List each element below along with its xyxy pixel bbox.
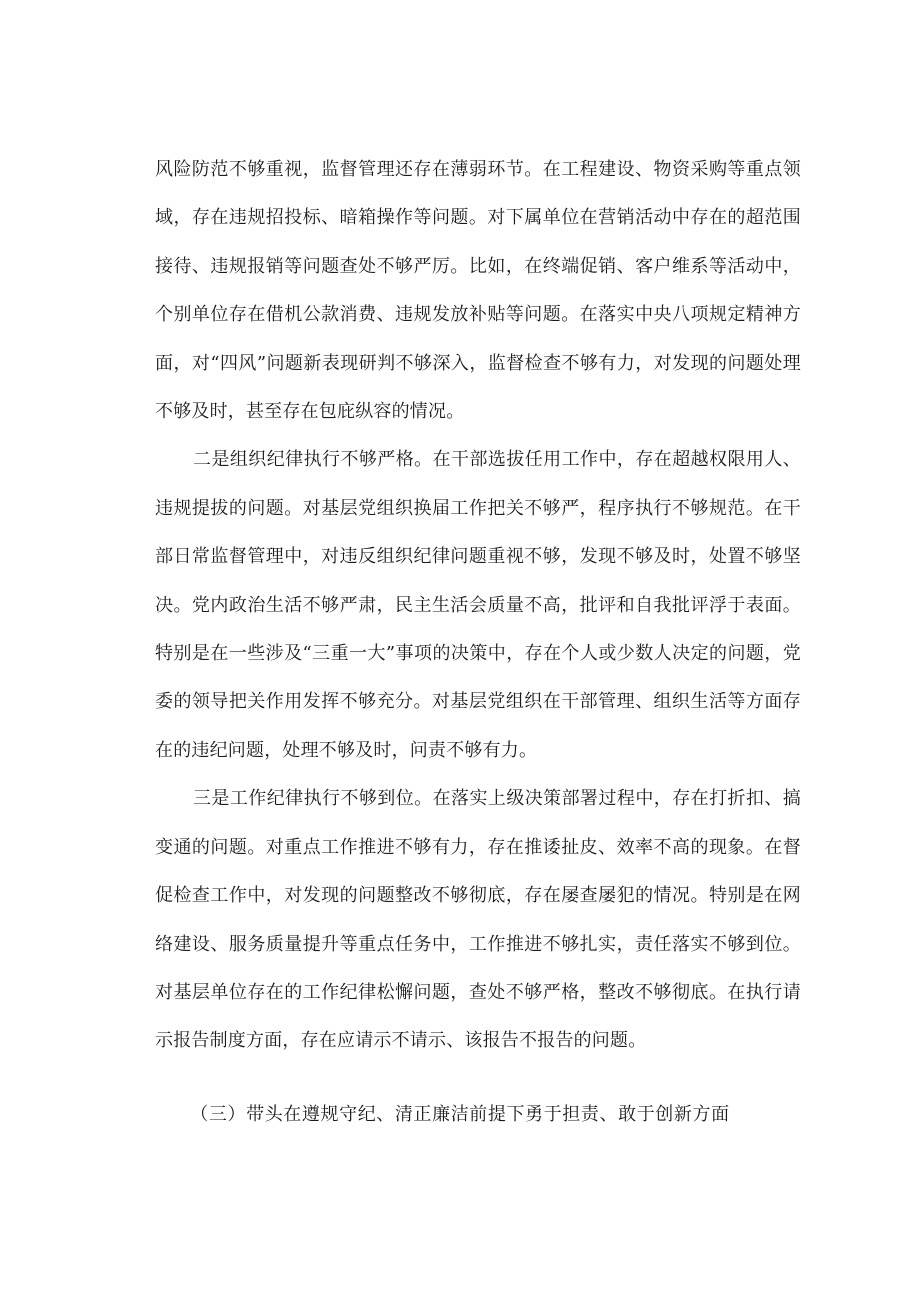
paragraph-continued: 风险防范不够重视，监督管理还存在薄弱环节。在工程建设、物资采购等重点领域，存在违规招投标、暗箱操作等问题。对下属单位在营销活动中存在的超范围接待、违规报销等问题查处不够严厉。比如，在终端促销、客户维系等活动中，个别单位存在借机公款消费、违规发放补贴等问题。在落实中央八项规定精神方面，对“四风”问题新表现研判不够深入，监督检查不够有力，对发现的问题处理不够及时，甚至存在包庇纵容的情况。 bbox=[155, 159, 801, 423]
paragraph-organizational-discipline: 二是组织纪律执行不够严格。在干部选拔任用工作中，存在超越权限用人、违规提拔的问题。对基层党组织换届工作把关不够严，程序执行不够规范。在干部日常监督管理中，对违反组织纪律问题重视不够，发现不够及时，处置不够坚决。党内政治生活不够严肃，民主生活会质量不高，批评和自我批评浮于表面。特别是在一些涉及“三重一大”事项的决策中，存在个人或少数人决定的问题，党委的领导把关作用发挥不够充分。对基层党组织在干部管理、组织生活等方面存在的违纪问题，处理不够及时，问责不够有力。 bbox=[155, 449, 801, 761]
section-heading: （三）带头在遵规守纪、清正廉洁前提下勇于担责、敢于创新方面 bbox=[190, 1104, 730, 1125]
paragraph-work-discipline: 三是工作纪律执行不够到位。在落实上级决策部署过程中，存在打折扣、搞变通的问题。对重点工作推进不够有力，存在推诿扯皮、效率不高的现象。在督促检查工作中，对发现的问题整改不够彻底，存在屡查屡犯的情况。特别是在网络建设、服务质量提升等重点任务中，工作推进不够扎实，责任落实不够到位。对基层单位存在的工作纪律松懈问题，查处不够严格，整改不够彻底。在执行请示报告制度方面，存在应请示不请示、该报告不报告的问题。 bbox=[155, 788, 801, 1052]
document-body bbox=[155, 146, 801, 1066]
